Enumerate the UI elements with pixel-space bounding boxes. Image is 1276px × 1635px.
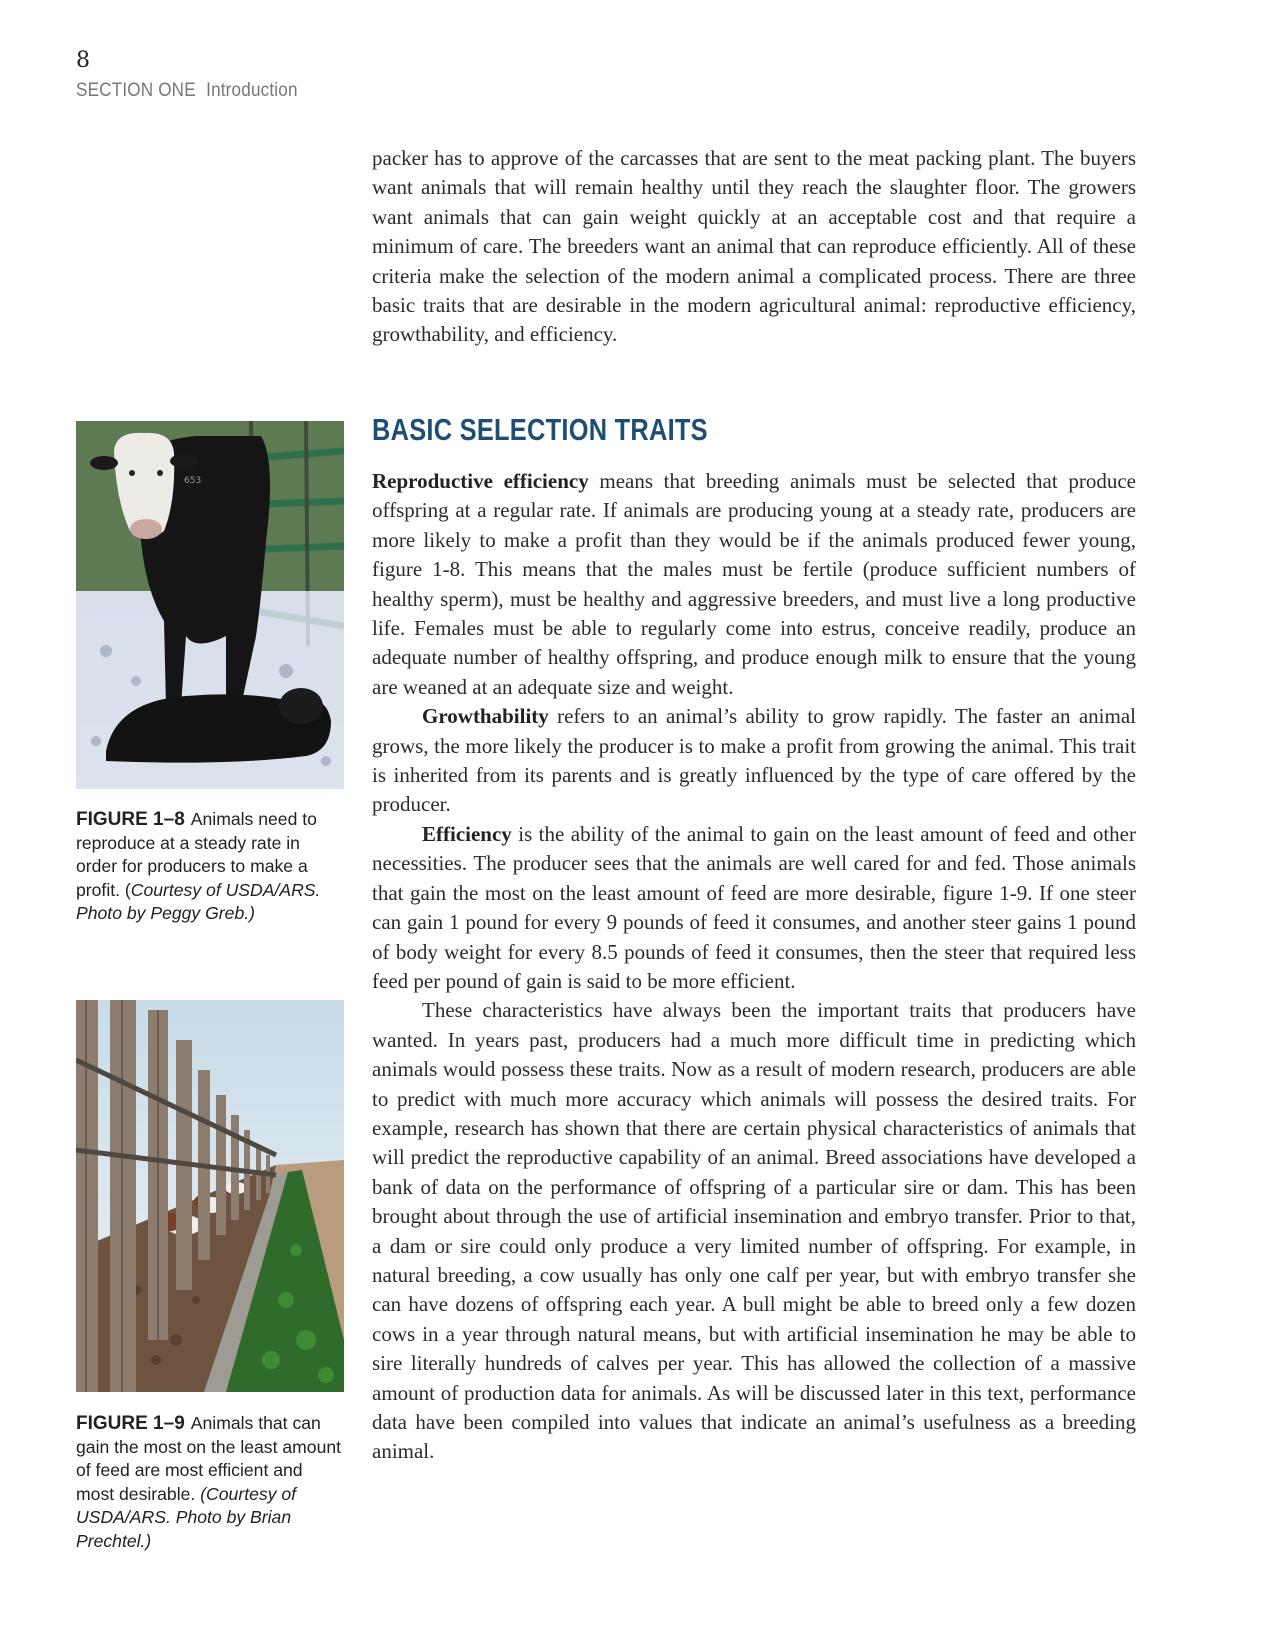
term-reproductive-efficiency: Reproductive efficiency (372, 469, 589, 493)
running-head (76, 80, 298, 102)
paragraph-text: is the ability of the animal to gain on the least amount of feed and other necessities. The producer sees that the animals are well cared for and fed. Those animals that gain the most on the least amount of feed are more desirable, figure 1-9. If one steer can gain 1 pound for every 9 pounds of feed it consumes, and another steer gains 1 pound of body weight for every 8.5 pounds of feed it consumes, then the steer that required less feed per pound of gain is said to be more efficient. (372, 821, 1136, 993)
intro-text-column (372, 144, 1136, 350)
paragraph-text: means that breeding animals must be selected that produce offspring at a regular rate. If animals are producing young at a steady rate, producers are more likely to make a profit than they would be if the animals produced fewer young, figure 1-8. This means that the males must be fertile (produce sufficient numbers of healthy sperm), must be healthy and aggressive breeders, and must live a long productive life. Females must be able to regularly come into estrus, conceive readily, produce an adequate number of healthy offspring, and produce enough milk to ensure that the young are weaned at an adequate size and weight. (372, 469, 1136, 699)
intro-paragraph: packer has to approve of the carcasses that are sent to the meat packing plant. The buyers want animals that will remain healthy until they reach the slaughter floor. The growers want animals that can gain weight quickly at an acceptable cost and that require a minimum of care. The breeders want an animal that can reproduce efficiently. All of these criteria make the selection of the modern animal a complicated process. There are three basic traits that are desirable in the modern agricultural animal: reproductive efficiency, growthability, and efficiency. (372, 146, 1136, 347)
paragraph-text: refers to an animal’s ability to grow rapidly. The faster an animal grows, the more likely the producer is to make a profit from growing the animal. This trait is inherited from its parents and is greatly influenced by the type of care offered by the producer. (372, 704, 1136, 817)
figure-label: FIGURE 1–9 (76, 1413, 185, 1434)
section-heading: BASIC SELECTION TRAITS (372, 412, 708, 447)
page-number: 8 (76, 48, 90, 73)
photo-credit: (Courtesy of USDA/ARS. Photo by Brian Prechtel.) (76, 1483, 297, 1551)
figure-1-8-photo (76, 421, 344, 789)
paragraph-efficiency (372, 820, 1136, 996)
ear-tag-number: 653 (184, 476, 202, 486)
section-label: SECTION ONE (76, 80, 196, 101)
figure-1-9-caption (76, 1412, 344, 1553)
main-text-column (372, 467, 1136, 1467)
chapter-label: Introduction (206, 80, 298, 101)
paragraph-reproductive-efficiency (372, 467, 1136, 702)
paragraph-characteristics (372, 996, 1136, 1467)
caption-text: Animals need to reproduce at a steady rate in order for producers to make a profit. ( (76, 809, 317, 900)
figure-label: FIGURE 1–8 (76, 809, 185, 830)
term-efficiency: Efficiency (422, 821, 512, 846)
photo-credit: Courtesy of USDA/ARS. Photo by Peggy Greb.) (76, 879, 321, 923)
paragraph-growthability (372, 702, 1136, 820)
figure-1-9-photo (76, 1000, 344, 1392)
caption-text: Animals that can gain the most on the least amount of feed are most efficient and most desirable. (76, 1413, 342, 1504)
term-growthability: Growthability (422, 704, 549, 729)
figure-1-8-caption (76, 808, 344, 926)
paragraph-text: These characteristics have always been the important traits that producers have wanted. In years past, producers had a much more difficult time in predicting which animals would possess these traits. Now as a result of modern research, producers are able to predict with much more accuracy which animals will possess the desired traits. For example, research has shown that there are certain physical characteristics of animals that will predict the reproductive capability of an animal. Breed associations have developed a bank of data on the performance of offspring of a particular sire or dam. This has been brought about through the use of artificial insemination and embryo transfer. Prior to that, a dam or sire could only produce a very limited number of offspring. For example, in natural breeding, a cow usually has only one calf per year, but with embryo transfer she can have dozens of offspring each year. A bull might be able to breed only a few dozen cows in a year through natural means, but with artificial insemination he may be able to sire literally hundreds of calves per year. This has allowed the collection of a massive amount of production data for animals. As will be discussed later in this text, performance data have been compiled into values that indicate an animal’s usefulness as a breeding animal. (372, 998, 1136, 1464)
